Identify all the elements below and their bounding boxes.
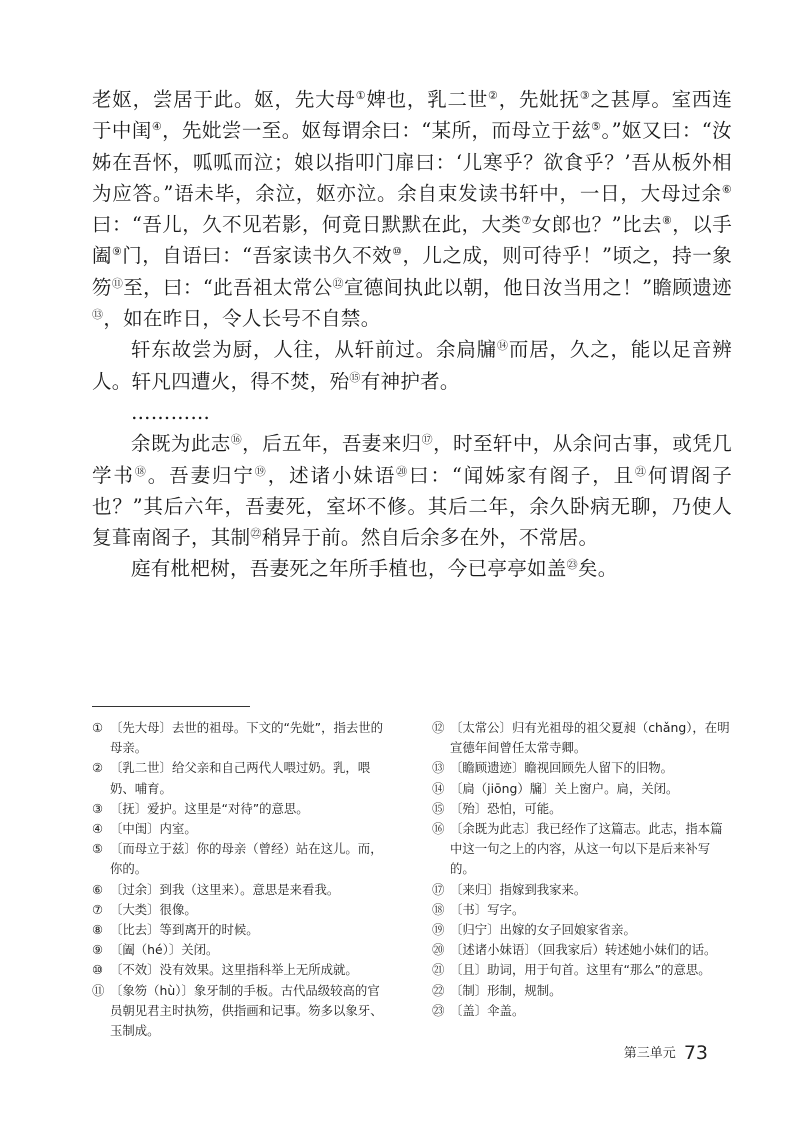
note-marker: ⑰ [421,433,434,447]
footnote-number: ⑱ [432,901,445,917]
footnote-number: ⑦ [92,901,104,917]
footnote [432,758,732,778]
footnote-text: 〔阖（hé）〕关闭。 [110,942,219,958]
note-marker: ⑮ [349,370,361,384]
footnote-number: ㉑ [432,962,445,978]
footnote-number: ㉓ [432,1002,445,1018]
footnote-text: 〔先大母〕去世的祖母。下文的“先妣”，指去世的母亲。 [110,720,384,756]
footnote [92,718,392,758]
paragraph-4: 庭有枇杷树，吾妻死之年所手植也，今已亭亭如盖$^㉓$矣。 [131,557,618,581]
footnote [92,880,392,900]
footnote-text: 〔过余〕到我（这里来）。意思是来看我。 [110,881,340,897]
footnote-text: 〔不效〕没有效果。这里指科举上无所成就。 [110,962,358,978]
note-marker: ㉒ [250,527,262,541]
note-marker: ⑫ [332,276,344,290]
footnote [432,900,732,920]
footnote [92,900,392,920]
footnote-text: 〔太常公〕归有光祖母的祖父夏昶（chǎng），在明宣德年间曾任太常寺卿。 [450,720,730,756]
footnote-text: 〔殆〕恐怕，可能。 [450,800,562,816]
footnote-number: ④ [92,821,104,837]
footnote [432,779,732,799]
footnote-number: ⑧ [92,922,104,938]
footnote [432,940,732,960]
footnote-text: 〔瞻顾遗迹〕瞻视回顾先人留下的旧物。 [450,760,674,776]
paragraph-2: 轩东故尝为厨，人往，从轩前过。余扃牖⑭而居，久之，能以足音辨人。轩凡四遭火，得不焚，殆⑮有神护者。 [92,338,732,393]
footnote-number: ⑨ [92,942,104,958]
footnote-text: 〔乳二世〕给父亲和自己两代人喂过奶。乳，喂奶、哺育。 [110,760,371,796]
footnote [92,940,392,960]
note-marker: ③ [579,89,591,102]
footnote-text: 〔且〕助词，用于句首。这里有“那么”的意思。 [450,962,711,978]
footnote-number: ⑬ [432,760,445,776]
footnote-text: 〔来归〕指嫁到我家来。 [450,881,587,897]
note-marker: ⑲ [254,464,268,478]
note-marker: ⑪ [111,276,124,290]
footnote-text: 〔大类〕很像。 [110,901,197,917]
footnote-divider [92,706,250,707]
footnote-text: 〔中闺〕内室。 [110,821,197,837]
footnote-number: ⑮ [432,800,445,816]
footnote-text: 〔象笏（hù）〕象牙制的手板。古代品级较高的官员朝见君主时执笏，供指画和记事。笏多以象牙、玉制成。 [110,982,383,1039]
note-marker: ⑦ [521,214,532,228]
footnote [432,920,732,940]
footnote [92,758,392,798]
note-marker: ⑨ [111,245,123,259]
paragraph-3: 余既为此志⑯，后五年，吾妻来归⑰，时至轩中，从余问古事，或凭几学书⑱。吾妻归宁⑲，述诸小妹语⑳曰：“闻姊家有阁子，且$^㉑$何谓阁子也？”其后六年，吾妻死，室坏不修。其后二年，余久卧病无聊，乃使人复葺南阁子，其制$^㉒$稍异于前。然自后余多在外，不常居。 [92,432,732,550]
footnotes-right [432,718,732,1021]
note-marker: ⑬ [92,308,104,322]
main-text [92,84,732,585]
paragraph-1: 老妪，尝居于此。妪，先大母①婢也，乳二世②，先妣抚③之甚厚。室西连于中闺④，先妣尝一至。妪每谓余曰：“某所，而母立于兹⑤。”妪又曰：“汝姊在吾怀，呱呱而泣；娘以指叩门扉曰：‘儿寒乎？欲食乎？’吾从板外相为应答。”语未毕，余泣，妪亦泣。余自束发读书轩中，一日，大母过余⑥曰：“吾儿，久不见若影，何竟日默默在此，大类⑦女郎也？”比去⑧，以手阖⑨门，自语曰：“吾家读书久不效⑩，儿之成，则可待乎！”顷之，持一象笏⑪至，曰：“此吾祖太常公⑫宣德间执此以朝，他日汝当用之！”瞻顾遗迹⑬，如在昨日，令人长号不自禁。 [92,88,733,331]
footnote-text: 〔归宁〕出嫁的女子回娘家省亲。 [450,922,636,938]
footnote [432,799,732,819]
note-marker: ⑤ [591,120,602,134]
footnote-number: ⑩ [92,962,104,978]
footnote [432,819,732,880]
footnotes-left [92,718,392,1041]
note-marker: ⑥ [721,182,732,196]
footnote-text: 〔盖〕伞盖。 [450,1002,525,1018]
footnote-text: 〔余既为此志〕我已经作了这篇志。此志，指本篇中这一句之上的内容，从这一句以下是后来补写的。 [450,821,723,877]
footnote-text: 〔而母立于兹〕你的母亲（曾经）站在这儿。而，你的。 [110,841,383,877]
footnote-number: ⑰ [432,881,445,897]
footnote [432,880,732,900]
footnote-text: 〔制〕形制，规制。 [450,982,562,998]
page-number: 73 [683,1042,708,1064]
note-marker: ⑩ [392,245,403,259]
footnote-text: 〔书〕写字。 [450,901,525,917]
footnote-number: ⑫ [432,720,445,735]
note-marker: ② [488,89,499,102]
footnote [92,799,392,819]
footnote [92,819,392,839]
footnote-number: ⑪ [92,982,105,998]
note-marker: ㉑ [635,464,648,478]
footnote-number: ⑤ [92,841,104,857]
note-marker: ⑯ [230,433,243,447]
footnote [432,1001,732,1021]
footnote [92,960,392,980]
footnote [432,981,732,1001]
footnote-text: 〔比去〕等到离开的时候。 [110,922,259,938]
note-marker: ④ [151,120,163,134]
footnote-number: ㉒ [432,982,445,998]
page-footer [624,1042,708,1064]
note-marker: ① [355,89,367,102]
ellipsis: ………… [131,400,211,424]
footnote-text: 〔述诸小妹语〕（回我家后）转述她小妹们的话。 [450,942,717,958]
footnote-number: ⑯ [432,821,445,837]
note-marker: ⑱ [134,464,148,478]
footnote [92,839,392,879]
footnote-number: ⑭ [432,780,445,796]
note-marker: ⑳ [396,464,410,478]
note-marker: ㉓ [566,558,578,572]
footnote [92,981,392,1042]
footnote [92,920,392,940]
footnote-number: ⑲ [432,922,445,938]
footnote [432,960,732,980]
footnote-number: ⑳ [432,942,445,958]
footnote-number: ⑥ [92,881,104,897]
footnote-text: 〔扃（jiōng）牖〕关上窗户。扃，关闭。 [450,780,679,796]
footnote-number: ③ [92,800,104,816]
footnote [432,718,732,758]
footnote-number: ② [92,760,104,776]
footnote-number: ① [92,720,104,735]
unit-label: 第三单元 [623,1046,676,1061]
footnote-text: 〔抚〕爱护。这里是“对待”的意思。 [110,800,309,816]
note-marker: ⑭ [497,339,509,353]
note-marker: ⑧ [661,214,673,228]
